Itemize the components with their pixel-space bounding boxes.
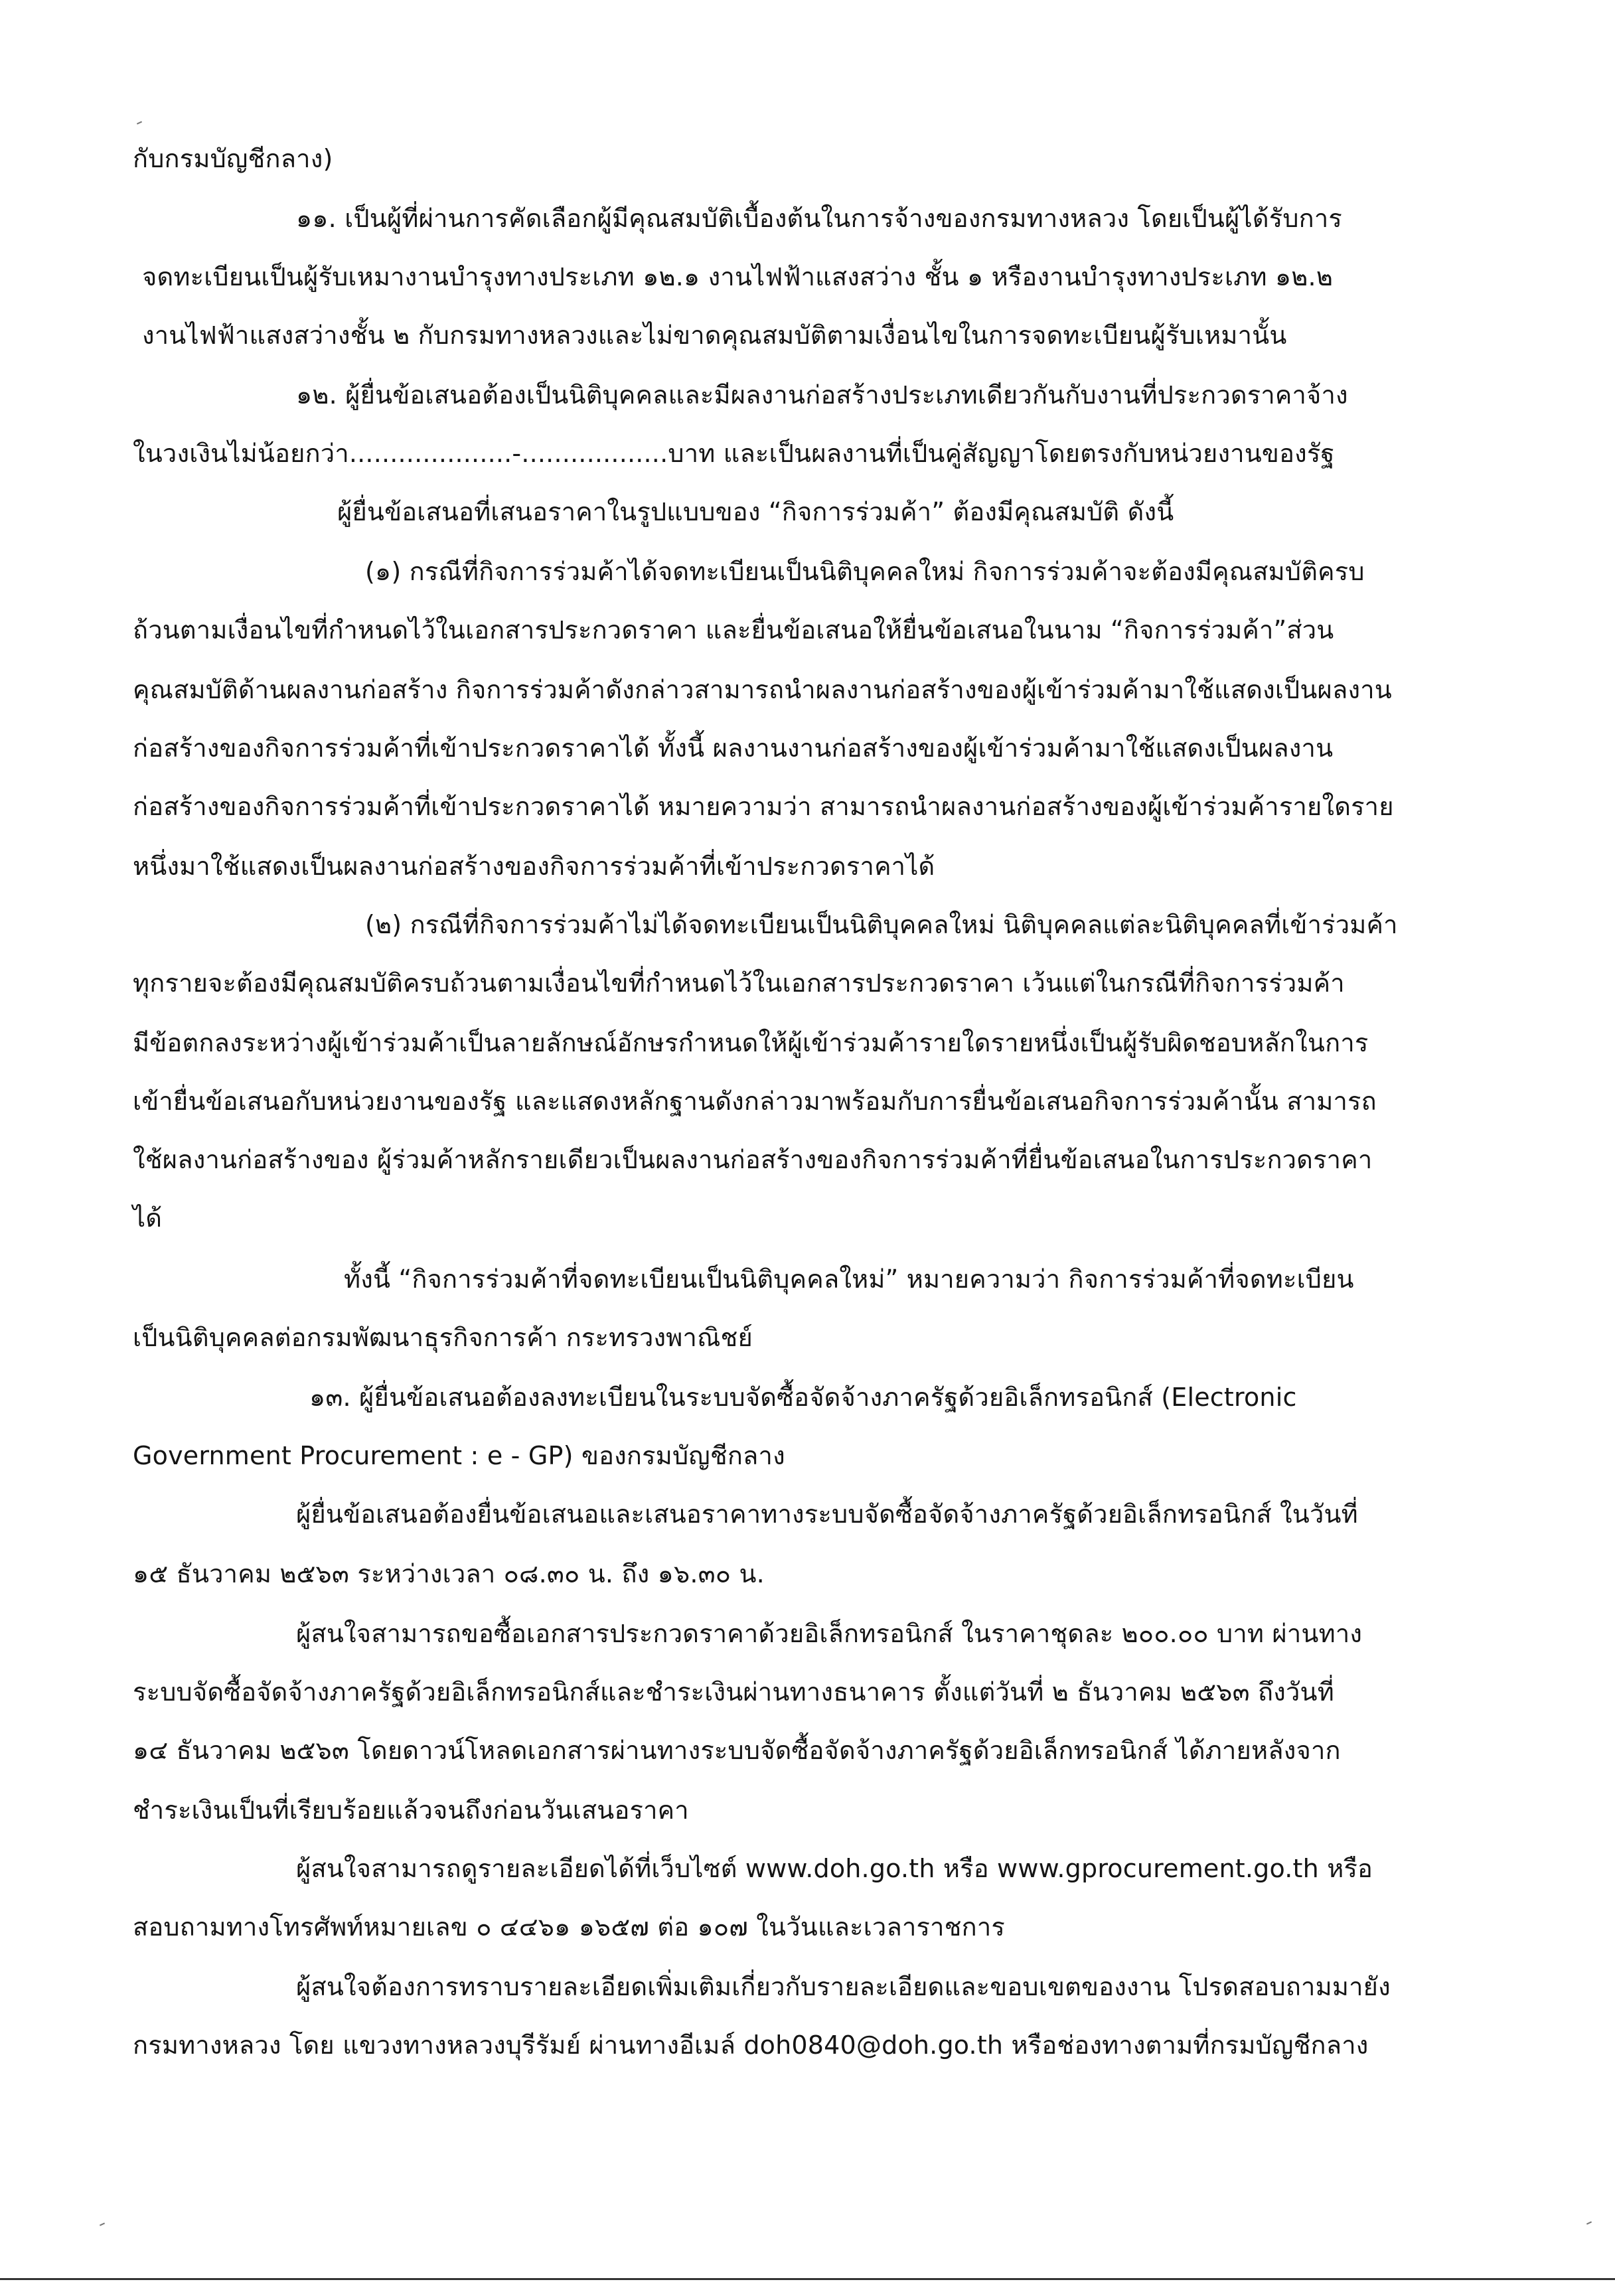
text-line-2: ๑๑. เป็นผู้ที่ผ่านการคัดเลือกผู้มีคุณสมบัติเบื้องต้นในการจ้างของกรมทางหลวง โดยเป็นผู้ได้รับการ (296, 204, 1343, 233)
text-line-14: (๒) กรณีที่กิจการร่วมค้าไม่ได้จดทะเบียนเป็นนิติบุคคลใหม่ นิติบุคคลแต่ละนิติบุคคลที่เข้าร่วมค้า (365, 910, 1398, 939)
scan-edge-line (0, 2278, 1615, 2280)
text-line-10: คุณสมบัติด้านผลงานก่อสร้าง กิจการร่วมค้าดังกล่าวสามารถนำผลงานก่อสร้างของผู้เข้าร่วมค้ามาใช้แสดงเป็นผลงาน (133, 675, 1392, 704)
text-line-30: ผู้สนใจสามารถดูรายละเอียดได้ที่เว็บไซต์ www.doh.go.th หรือ www.gprocurement.go.th หรือ (296, 1854, 1373, 1883)
scan-speck (137, 121, 142, 124)
scan-speck (100, 2222, 105, 2226)
text-line-29: ชำระเงินเป็นที่เรียบร้อยแล้วจนถึงก่อนวันเสนอราคา (133, 1796, 689, 1825)
text-line-9: ถ้วนตามเงื่อนไขที่กำหนดไว้ในเอกสารประกวดราคา และยื่นข้อเสนอให้ยื่นข้อเสนอในนาม “กิจการร่วมค้า”ส่วน (133, 615, 1334, 645)
text-line-1: กับกรมบัญชีกลาง) (133, 144, 333, 173)
text-line-4: งานไฟฟ้าแสงสว่างชั้น ๒ กับกรมทางหลวงและไม่ขาดคุณสมบัติตามเงื่อนไขในการจดทะเบียนผู้รับเหมานั้น (142, 321, 1287, 350)
text-line-5: ๑๒. ผู้ยื่นข้อเสนอต้องเป็นนิติบุคคลและมีผลงานก่อสร้างประเภทเดียวกันกับงานที่ประกวดราคาจ้าง (296, 380, 1348, 410)
text-line-28: ๑๔ ธันวาคม ๒๕๖๓ โดยดาวน์โหลดเอกสารผ่านทางระบบจัดซื้อจัดจ้างภาครัฐด้วยอิเล็กทรอนิกส์ ได้ภายหลังจาก (133, 1736, 1341, 1765)
text-line-26: ผู้สนใจสามารถขอซื้อเอกสารประกวดราคาด้วยอิเล็กทรอนิกส์ ในราคาชุดละ ๒๐๐.๐๐ บาท ผ่านทาง (296, 1619, 1363, 1648)
text-line-16: มีข้อตกลงระหว่างผู้เข้าร่วมค้าเป็นลายลักษณ์อักษรกำหนดให้ผู้เข้าร่วมค้ารายใดรายหนึ่งเป็นผู้รับผิดชอบหลักในการ (133, 1028, 1369, 1057)
text-line-15: ทุกรายจะต้องมีคุณสมบัติครบถ้วนตามเงื่อนไขที่กำหนดไว้ในเอกสารประกวดราคา เว้นแต่ในกรณีที่กิจการร่วมค้า (133, 968, 1345, 998)
text-line-25: ๑๕ ธันวาคม ๒๕๖๓ ระหว่างเวลา ๐๘.๓๐ น. ถึง ๑๖.๓๐ น. (133, 1559, 765, 1588)
scan-speck (1586, 2221, 1592, 2224)
text-line-12: ก่อสร้างของกิจการร่วมค้าที่เข้าประกวดราคาได้ หมายความว่า สามารถนำผลงานก่อสร้างของผู้เข้าร่วมค้ารายใดราย (133, 792, 1394, 821)
text-line-24: ผู้ยื่นข้อเสนอต้องยื่นข้อเสนอและเสนอราคาทางระบบจัดซื้อจัดจ้างภาครัฐด้วยอิเล็กทรอนิกส์ ในวันที่ (296, 1499, 1358, 1529)
text-line-31: สอบถามทางโทรศัพท์หมายเลข ๐ ๔๔๖๑ ๑๖๕๗ ต่อ ๑๐๗ ในวันและเวลาราชการ (133, 1912, 1005, 1942)
text-line-19: ได้ (133, 1203, 163, 1233)
text-line-17: เข้ายื่นข้อเสนอกับหน่วยงานของรัฐ และแสดงหลักฐานดังกล่าวมาพร้อมกับการยื่นข้อเสนอกิจการร่วมค้านั้น สามารถ (133, 1087, 1377, 1116)
text-line-22: ๑๓. ผู้ยื่นข้อเสนอต้องลงทะเบียนในระบบจัดซื้อจัดจ้างภาครัฐด้วยอิเล็กทรอนิกส์ (Electronic (309, 1383, 1297, 1412)
text-line-3: จดทะเบียนเป็นผู้รับเหมางานบำรุงทางประเภท ๑๒.๑ งานไฟฟ้าแสงสว่าง ชั้น ๑ หรืองานบำรุงทางประเภท ๑๒.๒ (142, 262, 1334, 291)
text-line-20: ทั้งนี้ “กิจการร่วมค้าที่จดทะเบียนเป็นนิติบุคคลใหม่” หมายความว่า กิจการร่วมค้าที่จดทะเบียน (344, 1264, 1354, 1294)
text-line-18: ใช้ผลงานก่อสร้างของ ผู้ร่วมค้าหลักรายเดียวเป็นผลงานก่อสร้างของกิจการร่วมค้าที่ยื่นข้อเสนอในการประกวดราคา (133, 1145, 1373, 1174)
text-line-13: หนึ่งมาใช้แสดงเป็นผลงานก่อสร้างของกิจการร่วมค้าที่เข้าประกวดราคาได้ (133, 852, 935, 881)
text-line-23: Government Procurement : e - GP) ของกรมบัญชีกลาง (133, 1441, 785, 1470)
text-line-11: ก่อสร้างของกิจการร่วมค้าที่เข้าประกวดราคาได้ ทั้งนี้ ผลงานงานก่อสร้างของผู้เข้าร่วมค้ามาใช้แสดงเป็นผลงาน (133, 733, 1334, 763)
text-line-32: ผู้สนใจต้องการทราบรายละเอียดเพิ่มเติมเกี่ยวกับรายละเอียดและขอบเขตของงาน โปรดสอบถามมายัง (296, 1972, 1391, 2001)
text-line-7: ผู้ยื่นข้อเสนอที่เสนอราคาในรูปแบบของ “กิจการร่วมค้า” ต้องมีคุณสมบัติ ดังนี้ (337, 497, 1174, 526)
text-line-27: ระบบจัดซื้อจัดจ้างภาครัฐด้วยอิเล็กทรอนิกส์และชำระเงินผ่านทางธนาคาร ตั้งแต่วันที่ ๒ ธันวาคม ๒๕๖๓ ถึงวันที่ (133, 1677, 1334, 1707)
text-line-33: กรมทางหลวง โดย แขวงทางหลวงบุรีรัมย์ ผ่านทางอีเมล์ doh0840@doh.go.th หรือช่องทางตามที่กรมบัญชีกลาง (133, 2030, 1369, 2060)
text-line-21: เป็นนิติบุคคลต่อกรมพัฒนาธุรกิจการค้า กระทรวงพาณิชย์ (133, 1323, 753, 1352)
text-line-8: (๑) กรณีที่กิจการร่วมค้าได้จดทะเบียนเป็นนิติบุคคลใหม่ กิจการร่วมค้าจะต้องมีคุณสมบัติครบ (365, 557, 1365, 586)
text-line-6: ในวงเงินไม่น้อยกว่า....................-..................บาท และเป็นผลงานที่เป็นคู่สัญญาโดยตรงกับหน่วยงานของรัฐ (133, 439, 1335, 468)
